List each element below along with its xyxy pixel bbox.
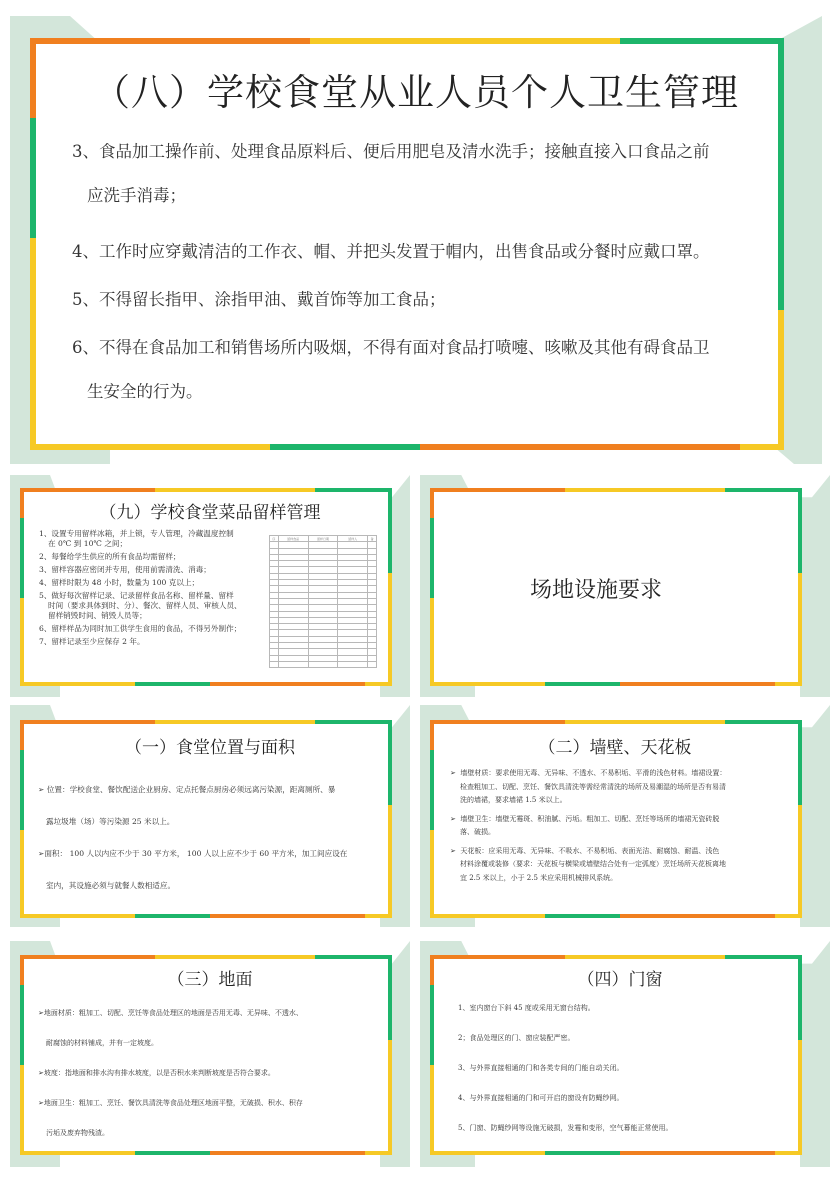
list-item: 4、与外界直接相通的门和可开启的窗设有防蝇纱网。 [458,1094,624,1102]
slide-title: （二）墙壁、天花板 [538,738,692,758]
slide-title: （八）学校食堂从业人员个人卫生管理 [93,71,739,114]
bullet-item-cont: 污垢及废弃物残渣。 [46,1129,109,1137]
frame-bar-bottom-yellow-end [740,444,784,450]
frame-bar-top-yellow [310,38,620,44]
frame-bar-bottom-orange [210,914,365,918]
frame-bar-left-yellow [430,598,434,686]
frame-bar-bottom-green [545,914,620,918]
list-item: 1、设置专用留样冰箱，并上锁，专人管理，冷藏温度控制 [39,529,234,538]
frame-bar-right-yellow [798,573,802,686]
frame-bar-bottom-yellow-end [365,1151,392,1155]
slide-body [458,1003,788,1133]
frame-bar-bottom-yellow-end [775,914,802,918]
slide-floor [10,935,410,1170]
list-item: 1、室内窗台下斜 45 度或采用无窗台结构。 [458,1004,595,1012]
frame-bar-left-green [30,118,36,238]
bullet-item-cont: 露垃圾堆（场）等污染源 25 米以上。 [46,817,175,826]
frame-bar-bottom-green [135,682,210,686]
frame-bar-right-yellow [778,310,784,450]
frame-bar-top-orange [20,955,155,959]
bullet-text: 墙壁卫生：墙壁无霉斑、积油腻、污垢。粗加工、切配、烹饪等场所的墙裙无瓷砖脱 [460,814,720,823]
frame-bar-left-yellow [30,238,36,450]
frame-bar-bottom-yellow [430,1151,545,1155]
bullet-item [450,845,795,886]
list-item-cont: 时间（要求具体到时、分）、餐次、留样人员、审核人员、 [48,601,242,610]
table-header: 留样食品 [278,536,308,542]
bullet-item [450,813,795,840]
bullet-item-cont: 室内，其设施必须与就餐人数相适应。 [46,881,176,890]
frame-bar-bottom-green [545,682,620,686]
slide-body [39,529,274,647]
frame-bar-bottom-green [545,1151,620,1155]
slide-location-area [10,705,410,930]
bullet-line [450,845,795,859]
frame-bar-bottom-orange [620,1151,775,1155]
slide-body [72,138,772,402]
slide-body [450,767,795,885]
frame-bar-left-green [430,750,434,830]
decor-mint-right [800,475,830,697]
list-item: 6、留样样品为同时加工供学生食用的食品，不得另外制作； [39,624,242,633]
frame-bar-bottom-orange [620,682,775,686]
list-item: 7、留样记录至少应保存 2 年。 [39,637,145,646]
bullet-line [450,767,795,781]
frame-bar-top-green [315,955,392,959]
bullet-item [38,848,388,880]
list-item: 3、留样容器应密闭并专用，使用前需清洗、消毒； [39,565,211,574]
frame-bar-top-orange [430,488,565,492]
frame-bar-top-orange [20,720,155,724]
slide-body [38,784,388,891]
slide-sample-retention [10,475,410,700]
bullet-arrow-icon: ➢ [450,769,456,777]
list-item-cont: 留样销毁时间、销毁人员等； [48,611,147,620]
bullet-text: 地面卫生：粗加工、烹饪、餐饮具清洗等食品处理区地面平整，无破损、积水、积存 [43,1099,303,1107]
frame-bar-bottom-yellow [20,914,135,918]
slide-walls-ceiling [420,705,830,930]
frame-bar-top-yellow [155,488,315,492]
frame-bar-bottom-orange [420,444,740,450]
frame-bar-right-yellow [388,805,392,918]
list-item: 3、与外界直接相通的门和各类专间的门能自动关闭。 [458,1064,624,1072]
frame-bar-top-yellow [565,720,725,724]
bullet-arrow-icon: ➢ [450,846,456,855]
frame-bar-right-green [798,488,802,573]
bullet-item [38,1098,388,1128]
slide-personal-hygiene [10,10,822,465]
bullet-text: 位置：学校食堂、餐饮配送企业厨房、定点托餐点厨房必须远离污染源，距离厕所、暴 [46,785,336,794]
sample-record-table [269,535,377,668]
frame-bar-left-green [20,518,24,598]
bullet-line: 材料涂覆或装修（要求：天花板与横梁或墙壁结合处有一定弧度）烹饪场所天花板离地 [460,860,726,868]
table-header: 序 [270,536,279,542]
paragraph-6-cont: 生安全的行为。 [87,382,203,401]
frame-bar-top-orange [430,720,565,724]
list-item: 5、门窗、防蝇纱网等设施无破损，发霉和变形，空气幕能正常使用。 [458,1124,673,1132]
frame-bar-bottom-yellow [20,682,135,686]
bullet-text: 面积： 100 人以内应不少于 30 平方米， 100 人以上应不少于 60 平方米，加工间应设在 [44,849,348,858]
bullet-arrow-icon: ➢ [38,849,45,858]
frame-bar-top-yellow [155,720,315,724]
list-item-cont: 在 0℃ 到 10℃ 之间； [48,539,128,548]
frame-bar-left-yellow [430,1065,434,1155]
frame-bar-left-green [20,750,24,830]
frame-bar-right-yellow [388,573,392,686]
frame-bar-left-green [430,985,434,1065]
frame-bar-top-orange [30,38,310,44]
bullet-text: 墙壁材质：要求使用无毒、无异味、不透水、不易积垢、平滑的浅色材料。墙裙设置： [460,769,727,777]
bullet-text: 坡度：指地面和排水沟有排水坡度，以是否积水来判断坡度是否符合要求。 [43,1069,275,1077]
table-header: 留样日期 [308,536,338,542]
frame-bar-bottom-yellow-end [775,1151,802,1155]
frame-bar-right-yellow [798,805,802,918]
frame-bar-right-yellow [798,1040,802,1155]
frame-bar-top-green [315,720,392,724]
frame-bar-left-green [20,985,24,1065]
slide-doors-windows [420,935,830,1170]
slide-body [38,1008,388,1138]
bullet-arrow-icon: ➢ [38,1069,44,1077]
bullet-arrow-icon: ➢ [38,1099,44,1107]
bullet-line: 落、破损。 [460,828,495,836]
bullet-line: 检查粗加工、切配、烹饪、餐饮具清洗等需经常清洗的场所及易潮湿的场所是否有易清 [460,782,726,791]
list-item: 2；食品处理区的门、窗应装配严密。 [458,1034,575,1042]
paragraph-5: 5、不得留长指甲、涂指甲油、戴首饰等加工食品； [72,290,446,309]
list-item: 5、做好每次留样记录、记录留样食品名称、留样量、留样 [39,591,234,600]
slide-section-facilities [420,475,830,700]
frame-bar-bottom-orange [210,1151,365,1155]
paragraph-3-cont: 应洗手消毒； [87,186,186,205]
frame-bar-top-green [620,38,784,44]
table-header: 备 [368,536,377,542]
frame-bar-top-green [725,488,802,492]
slide-title: （四）门窗 [577,970,663,990]
frame-bar-bottom-orange [210,682,365,686]
bullet-item [450,767,795,808]
frame-bar-bottom-yellow [20,1151,135,1155]
bullet-item [38,1068,388,1098]
frame-bar-right-yellow [388,1040,392,1155]
table-header: 留样人 [338,536,368,542]
frame-bar-bottom-yellow-end [365,914,392,918]
slide-title: （一）食堂位置与面积 [125,738,295,758]
bullet-text: 天花板：应采用无毒、无异味、不吸水、不易积垢、表面光洁、耐腐蚀、耐温、浅色 [460,846,720,855]
slide-title: （九）学校食堂菜品留样管理 [99,503,321,523]
frame-bar-top-green [725,955,802,959]
frame-bar-bottom-yellow [30,444,270,450]
bullet-line: 洗的墙裙，要求墙裙 1.5 米以上。 [460,796,567,804]
frame-bar-bottom-orange [620,914,775,918]
paragraph-4: 4、工作时应穿戴清洁的工作衣、帽、并把头发置于帽内，出售食品或分餐时应戴口罩。 [72,242,710,261]
frame-bar-bottom-yellow-end [365,682,392,686]
frame-bar-left-yellow [20,1065,24,1155]
frame-bar-top-green [315,488,392,492]
frame-bar-bottom-green [135,914,210,918]
bullet-item [38,784,388,816]
bullet-text: 地面材质：粗加工、切配、烹饪等食品处理区的地面是否用无毒、无异味、不透水、 [43,1009,303,1017]
bullet-item-cont: 耐腐蚀的材料铺成，并有一定坡度。 [46,1039,158,1047]
frame-bar-left-orange [430,488,434,518]
bullet-line [450,813,795,827]
frame-bar-left-yellow [20,830,24,918]
bullet-line: 宜 2.5 米以上，小于 2.5 米应采用机械排风系统。 [460,873,618,882]
frame-bar-bottom-green [270,444,420,450]
slide-title: （三）地面 [167,970,253,990]
frame-bar-top-yellow [565,488,725,492]
bullet-arrow-icon: ➢ [38,1009,44,1017]
frame-bar-left-yellow [430,830,434,918]
frame-bar-top-orange [430,955,565,959]
frame-bar-top-green [725,720,802,724]
frame-bar-bottom-green [135,1151,210,1155]
list-item: 2、每餐给学生供应的所有食品均需留样； [39,552,181,561]
frame-bar-left-yellow [20,598,24,686]
frame-bar-bottom-yellow-end [775,682,802,686]
frame-bar-left-green [430,518,434,598]
paragraph-3: 3、食品加工操作前、处理食品原料后、便后用肥皂及清水洗手；接触直接入口食品之前 [72,142,710,161]
list-item: 4、留样时限为 48 小时，数量为 100 克以上； [39,578,200,587]
bullet-arrow-icon: ➢ [38,785,45,794]
frame-bar-top-yellow [565,955,725,959]
paragraph-6: 6、不得在食品加工和销售场所内吸烟，不得有面对食品打喷嚏、咳嗽及其他有碍食品卫 [72,338,710,357]
bullet-arrow-icon: ➢ [450,814,456,823]
frame-bar-top-yellow [155,955,315,959]
frame-bar-bottom-yellow [430,914,545,918]
bullet-item [38,1008,388,1038]
table-body [270,542,377,668]
table-row [270,661,377,667]
section-title: 场地设施要求 [530,578,663,603]
frame-bar-top-orange [20,488,155,492]
frame-bar-bottom-yellow [430,682,545,686]
